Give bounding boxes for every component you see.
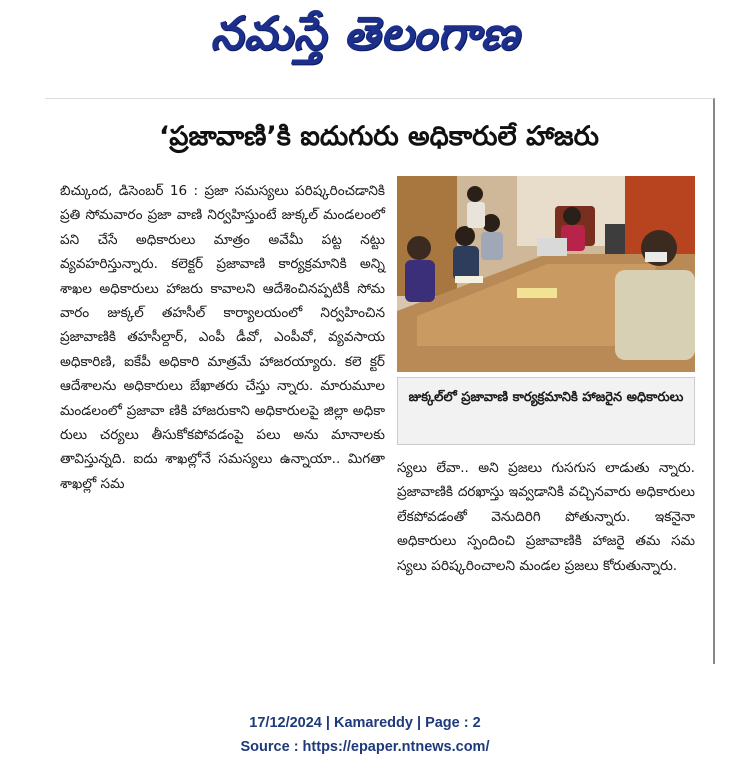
footer-source: Source : https://epaper.ntnews.com/ bbox=[240, 739, 490, 755]
article-body-left: బిచ్కుంద, డిసెంబర్ 16 : ప్రజా సమస్యలు పరిష్కరించడానికి ప్రతి సోమవారం ప్రజా వాణి నిర్వహిస్తుంటే జుక్కల్ మండలంలో పని చేసే అధికారులు మాత్రం అవేమీ పట్ట నట్టు వ్యవహరిస్తున్నారు. కలెక్టర్ ప్రజావాణి కార్యక్రమానికి అన్ని శాఖల అధికారులు హాజరు కావాలని ఆదేశించినప్పటికీ సోమ వారం జుక్కల్ తహసీల్ కార్యాలయంలో నిర్వహించిన ప్రజావాణికి తహసీల్దార్, ఎంపీ డీవో, ఎంపీవో, వ్యవసాయ అధికారిణి, ఐకేపీ అధికారి మాత్రమే హాజరయ్యారు. కలె క్టర్ ఆదేశాలను అధికారులు బేఖాతరు చేస్తు న్నారు. మారుమూల మండలంలో ప్రజావా ణికి హాజరుకాని అధికారులపై జిల్లా అధికా రులు చర్యలు తీసుకోకపోవడంపై పలు అను మానాలకు తావిస్తున్నది. ఐదు శాఖల్లోనే సమస్యలు ఉన్నాయా.. మిగతా శాఖల్లో సమ bbox=[60, 183, 385, 492]
masthead-logo bbox=[0, 0, 730, 78]
article-body-right: స్యలు లేవా.. అని ప్రజలు గుసగుస లాడుతు న్నారు. ప్రజావాణికి దరఖాస్తు ఇవ్వడానికి వచ్చినవారు అధికారులు లేకపోవడంతో వెనుదిరిగి పోతున్నారు. ఇకనైనా అధికారులు స్పందించి ప్రజావాణికి హాజరై తమ సమ స్యలు పరిష్కరించాలని మండల ప్రజలు కోరుతున్నారు. bbox=[397, 460, 695, 574]
article bbox=[45, 98, 715, 664]
footer-date-edition: 17/12/2024 | Kamareddy | Page : 2 bbox=[249, 715, 481, 731]
article-headline: ‘ప్రజావాణి’కి ఐదుగురు అధికారులే హాజరు bbox=[158, 121, 600, 152]
masthead-title: నమస్తే తెలంగాణ bbox=[210, 6, 520, 60]
article-photo bbox=[397, 176, 695, 372]
footer bbox=[0, 711, 730, 759]
photo-caption: జుక్కల్‌లో ప్రజావాణి కార్యక్రమానికి హాజరైన అధికారులు bbox=[397, 377, 695, 445]
